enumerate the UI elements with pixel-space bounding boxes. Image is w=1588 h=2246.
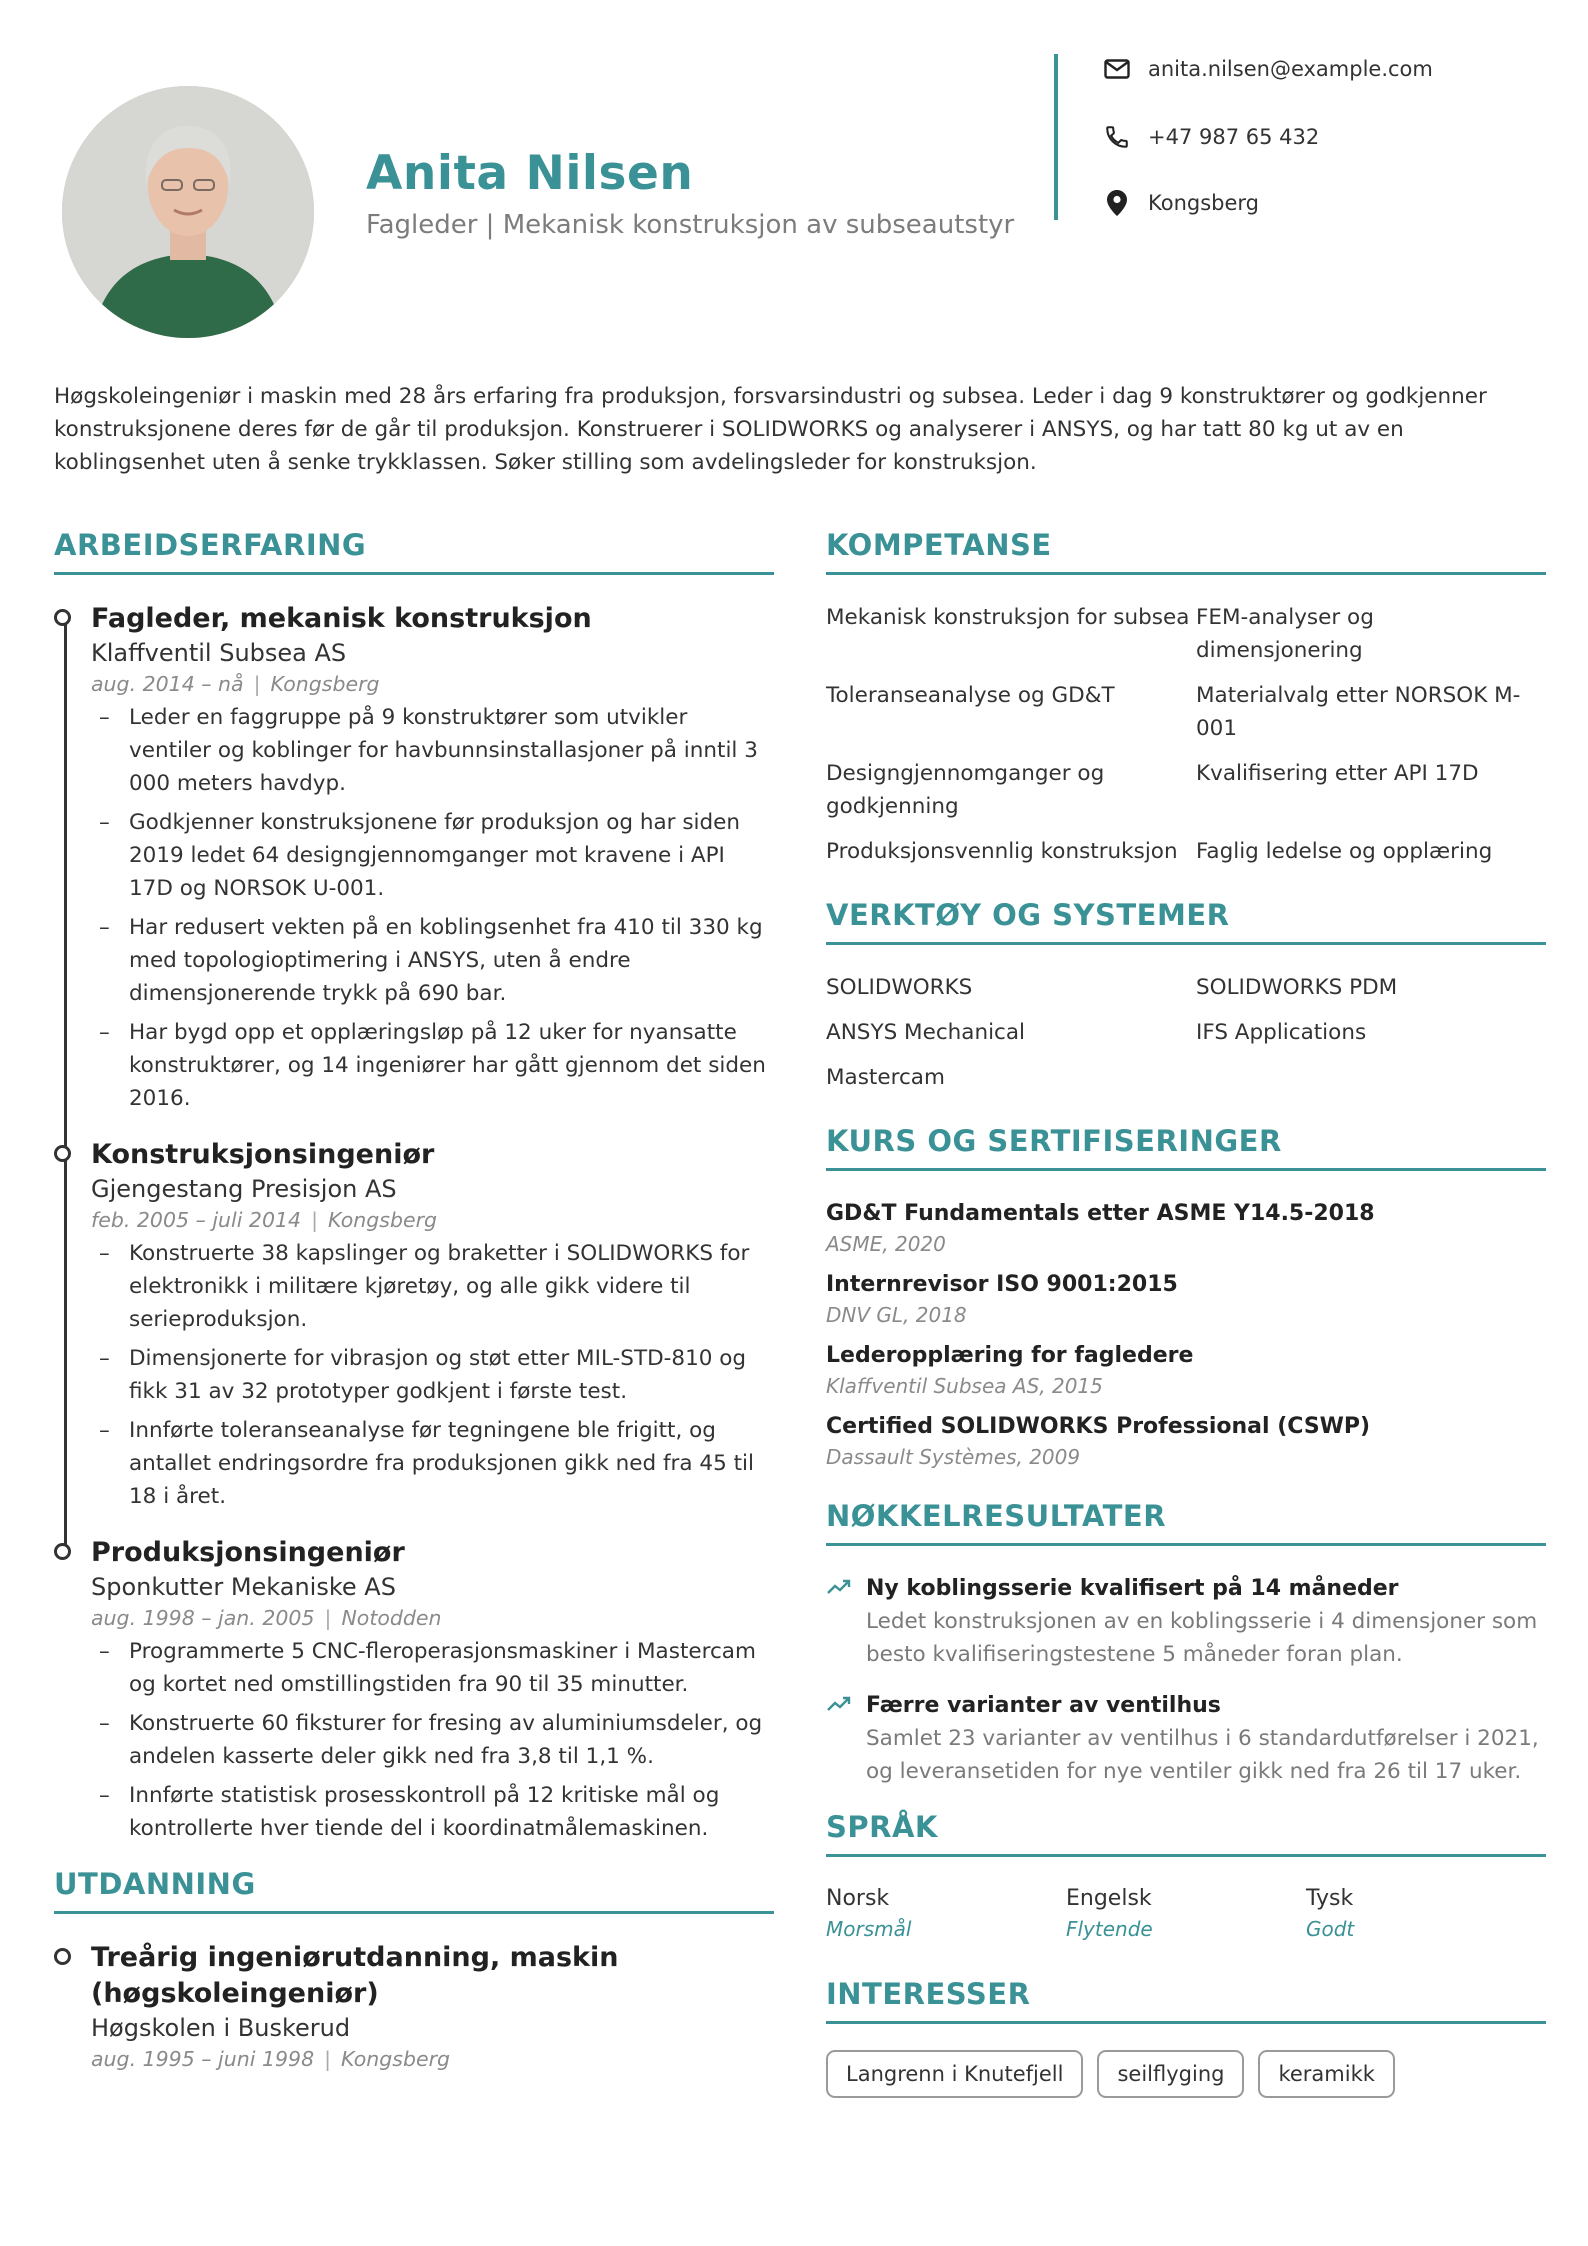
job-bullet: – Innførte statistisk prosesskontroll på 12 kritiske mål og kontrollerte hver tiende del i koordinatmålemaskinen. <box>91 1779 774 1845</box>
timeline-dot <box>54 1543 71 1560</box>
job-title: Produksjonsingeniør <box>91 1537 405 1568</box>
timeline-dot <box>54 1948 71 1965</box>
profile-photo <box>62 86 314 338</box>
course-name: Certified SOLIDWORKS Professional (CSWP) <box>826 1414 1371 1439</box>
section-title-education: UTDANNING <box>54 1867 774 1914</box>
job-entry <box>91 601 774 1115</box>
experience-timeline <box>54 601 774 1845</box>
job-place: Kongsberg <box>270 672 380 696</box>
job-dates: aug. 1998 – jan. 2005 <box>91 1606 315 1630</box>
skill-item: FEM-analyser og dimensjonering <box>1196 605 1374 663</box>
trend-up-icon <box>826 1695 852 1717</box>
contact-phone[interactable] <box>1102 122 1319 152</box>
result-title: Ny koblingsserie kvalifisert på 14 måneder <box>866 1576 1399 1601</box>
job-bullet: – Har redusert vekten på en koblingsenhet fra 410 til 330 kg med topologioptimering i ANSYS, uten å endre dimensjonerende trykk på 690 bar. <box>91 911 774 1010</box>
job-meta <box>91 669 774 699</box>
education-title: Treårig ingeniørutdanning, maskin (høgskoleingeniør) <box>91 1942 619 2009</box>
timeline-dot <box>54 1145 71 1162</box>
mail-icon <box>1102 54 1132 84</box>
language-item <box>826 1883 1066 1943</box>
timeline-dot <box>54 609 71 626</box>
job-bullet: – Godkjenner konstruksjonene før produksjon og har siden 2019 ledet 64 designgjennomganger mot kravene i API 17D og NORSOK U-001. <box>91 806 774 905</box>
candidate-headline: Fagleder | Mekanisk konstruksjon av subseautstyr <box>366 210 1015 240</box>
language-name: Engelsk <box>1066 1886 1152 1911</box>
interest-tag: keramikk <box>1258 2050 1394 2098</box>
section-title-experience: ARBEIDSERFARING <box>54 528 774 575</box>
course-name: GD&T Fundamentals etter ASME Y14.5-2018 <box>826 1201 1375 1226</box>
phone-icon <box>1102 122 1132 152</box>
course-issuer: Klaffventil Subsea AS, 2015 <box>826 1374 1103 1398</box>
job-dates: aug. 2014 – nå <box>91 672 244 696</box>
job-bullets <box>91 1635 774 1845</box>
job-meta <box>91 1603 774 1633</box>
section-title-results: NØKKELRESULTATER <box>826 1499 1546 1546</box>
right-column <box>826 528 1546 2098</box>
tool-item: SOLIDWORKS <box>826 975 973 1000</box>
section-title-courses: KURS OG SERTIFISERINGER <box>826 1124 1546 1171</box>
contact-location <box>1102 188 1259 218</box>
section-title-languages: SPRÅK <box>826 1810 1546 1857</box>
job-entry <box>91 1535 774 1845</box>
language-level: Flytende <box>1066 1917 1153 1941</box>
results-list <box>826 1572 1546 1788</box>
language-level: Morsmål <box>826 1917 912 1941</box>
skill-item: Mekanisk konstruksjon for subsea <box>826 605 1190 630</box>
job-title: Konstruksjonsingeniør <box>91 1139 435 1170</box>
education-school: Høgskolen i Buskerud <box>91 2014 351 2042</box>
job-dates: feb. 2005 – juli 2014 <box>91 1208 302 1232</box>
profile-summary: Høgskoleingeniør i maskin med 28 års erfaring fra produksjon, forsvarsindustri og subsea. Leder i dag 9 konstruktører og godkjenner konstruksjonene deres før de går til produksjon. Konstruerer i SOLIDWORKS og analyserer i ANSYS, og har tatt 80 kg ut av en koblingsenhet uten å senke trykklassen. Søker stilling som avdelingsleder for konstruksjon. <box>54 384 1487 475</box>
course-item <box>826 1339 1546 1400</box>
location-text: Kongsberg <box>1148 191 1259 215</box>
education-meta <box>91 2044 774 2074</box>
contact-divider <box>1054 54 1058 220</box>
result-description: Samlet 23 varianter av ventilhus i 6 standardutførelser i 2021, og leveransetiden for nye ventiler gikk ned fra 26 til 17 uker. <box>866 1726 1539 1784</box>
job-bullet: – Konstruerte 38 kapslinger og braketter i SOLIDWORKS for elektronikk i militære kjøretøy, og alle gikk videre til serieproduksjon. <box>91 1237 774 1336</box>
course-issuer: Dassault Systèmes, 2009 <box>826 1445 1081 1469</box>
language-name: Norsk <box>826 1886 890 1911</box>
education-place: Kongsberg <box>341 2047 451 2071</box>
tool-item: ANSYS Mechanical <box>826 1020 1026 1045</box>
job-company: Klaffventil Subsea AS <box>91 639 347 667</box>
skill-item: Faglig ledelse og opplæring <box>1196 839 1493 864</box>
course-item <box>826 1197 1546 1258</box>
education-dates: aug. 1995 – juni 1998 <box>91 2047 315 2071</box>
language-item <box>1306 1883 1546 1943</box>
interest-tag: seilflyging <box>1097 2050 1244 2098</box>
course-item <box>826 1410 1546 1471</box>
interest-tag: Langrenn i Knutefjell <box>826 2050 1083 2098</box>
languages-list <box>826 1883 1546 1943</box>
job-company: Sponkutter Mekaniske AS <box>91 1573 396 1601</box>
meta-separator: | <box>311 1208 319 1232</box>
education-entry <box>91 1940 774 2074</box>
email-text[interactable]: anita.nilsen@example.com <box>1148 57 1433 81</box>
education-timeline <box>54 1940 774 2074</box>
course-name: Internrevisor ISO 9001:2015 <box>826 1272 1178 1297</box>
job-bullets <box>91 701 774 1115</box>
meta-separator: | <box>253 672 261 696</box>
tool-item: IFS Applications <box>1196 1020 1367 1045</box>
tool-item: Mastercam <box>826 1065 945 1090</box>
language-item <box>1066 1883 1306 1943</box>
job-bullet: – Leder en faggruppe på 9 konstruktører som utvikler ventiler og koblinger for havbunnsinstallasjoner på inntil 3 000 meters havdyp. <box>91 701 774 800</box>
job-place: Notodden <box>341 1606 442 1630</box>
timeline-line <box>64 617 67 1559</box>
result-item <box>826 1572 1546 1671</box>
meta-separator: | <box>324 2047 332 2071</box>
job-bullet: – Programmerte 5 CNC-fleroperasjonsmaskiner i Mastercam og kortet ned omstillingstiden fra 90 til 35 minutter. <box>91 1635 774 1701</box>
job-bullet: – Har bygd opp et opplæringsløp på 12 uker for nyansatte konstruktører, og 14 ingeniører har gått gjennom det siden 2016. <box>91 1016 774 1115</box>
left-column <box>54 528 774 2096</box>
language-name: Tysk <box>1306 1886 1354 1911</box>
language-level: Godt <box>1306 1917 1355 1941</box>
tool-item: SOLIDWORKS PDM <box>1196 975 1398 1000</box>
interests-tags <box>826 2050 1546 2098</box>
course-item <box>826 1268 1546 1329</box>
job-place: Kongsberg <box>328 1208 438 1232</box>
course-issuer: ASME, 2020 <box>826 1232 946 1256</box>
skill-item: Materialvalg etter NORSOK M-001 <box>1196 683 1521 741</box>
tools-grid <box>826 971 1546 1094</box>
trend-up-icon <box>826 1578 852 1600</box>
meta-separator: | <box>324 1606 332 1630</box>
section-title-interests: INTERESSER <box>826 1977 1546 2024</box>
skill-item: Produksjonsvennlig konstruksjon <box>826 839 1178 864</box>
job-entry <box>91 1137 774 1513</box>
section-title-skills: KOMPETANSE <box>826 528 1546 575</box>
job-bullet: – Konstruerte 60 fiksturer for fresing av aluminiumsdeler, og andelen kasserte deler gikk ned fra 3,8 til 1,1 %. <box>91 1707 774 1773</box>
course-issuer: DNV GL, 2018 <box>826 1303 967 1327</box>
job-company: Gjengestang Presisjon AS <box>91 1175 397 1203</box>
result-item <box>826 1689 1546 1788</box>
courses-list <box>826 1197 1546 1471</box>
candidate-name: Anita Nilsen <box>366 146 694 201</box>
job-bullet: – Dimensjonerte for vibrasjon og støt etter MIL-STD-810 og fikk 31 av 32 prototyper godkjent i første test. <box>91 1342 774 1408</box>
job-meta <box>91 1205 774 1235</box>
course-name: Lederopplæring for fagledere <box>826 1343 1194 1368</box>
phone-text[interactable]: +47 987 65 432 <box>1148 125 1320 149</box>
job-bullet: – Innførte toleranseanalyse før tegningene ble frigitt, og antallet endringsordre fra produksjonen gikk ned fra 45 til 18 i året. <box>91 1414 774 1513</box>
skill-item: Toleranseanalyse og GD&T <box>826 683 1115 708</box>
skill-item: Designgjennomganger og godkjenning <box>826 761 1105 819</box>
contact-email[interactable] <box>1102 54 1433 84</box>
job-title: Fagleder, mekanisk konstruksjon <box>91 603 592 634</box>
skills-grid <box>826 601 1546 868</box>
result-description: Ledet konstruksjonen av en koblingsserie i 4 dimensjoner som besto kvalifiseringstestene 5 måneder foran plan. <box>866 1609 1538 1667</box>
location-pin-icon <box>1102 188 1132 218</box>
job-bullets <box>91 1237 774 1513</box>
skill-item: Kvalifisering etter API 17D <box>1196 761 1479 786</box>
result-title: Færre varianter av ventilhus <box>866 1693 1221 1718</box>
section-title-tools: VERKTØY OG SYSTEMER <box>826 898 1546 945</box>
